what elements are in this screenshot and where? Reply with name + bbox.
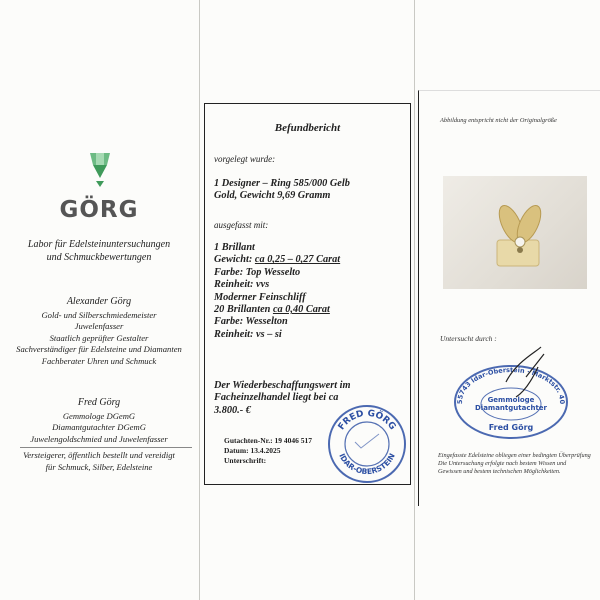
item-description: 1 Designer – Ring 585/000 Gelb Gold, Gewicht 9,69 Gramm (214, 178, 350, 202)
report-meta (224, 436, 312, 466)
ring-photo (443, 176, 587, 289)
person1-name: Alexander Görg (66, 296, 132, 307)
person2-name: Fred Görg (77, 397, 121, 408)
examined-by-label: Untersucht durch : (440, 334, 497, 343)
report-title: Befundbericht (274, 122, 341, 134)
disclaimer: Eingefasste Edelsteine obliegen einer bedingten Überprüfung Die Untersuchung erfolgte nach bestem Wissen und Gewissen und bestem technischen Möglichkeiten. (438, 452, 591, 475)
svg-text:FRED GÖRG: FRED GÖRG (336, 408, 398, 432)
signature-label: Unterschrift: (224, 456, 267, 465)
auctioneer-note: Versteigerer, öffentlich bestellt und vereidigt für Schmuck, Silber, Edelsteine (23, 450, 175, 472)
gem-logo-icon (87, 153, 113, 193)
stone-details: 1 Brillant Gewicht: ca 0,25 – 0,27 Carat Farbe: Top Wesselto Reinheit: vvs Moderner Feinschliff 20 Brillanten ca 0,40 Carat Farbe: Wesselton Reinheit: vs – si (214, 242, 341, 340)
svg-text:IDAR-OBERSTEIN: IDAR-OBERSTEIN (337, 451, 397, 477)
report-date: Datum: 13.4.2025 (224, 446, 281, 455)
person1-block: Alexander Görg Gold- und Silberschmiedemeister Juwelenfasser Staatlich geprüfter Gestalter Sachverständiger für Edelsteine und Diamanten Fachberater Uhren und Schmuck (0, 296, 198, 368)
svg-text:55743 Idar-Oberstein · Marktst: 55743 Idar-Oberstein · Marktstr. 40 (455, 365, 567, 405)
round-stamp (327, 404, 407, 484)
brand-name: GÖRG (59, 197, 139, 223)
left-panel (0, 95, 198, 600)
signature-stamp (446, 342, 576, 442)
presented-label: vorgelegt wurde: (214, 154, 276, 164)
svg-text:Diamantgutachter: Diamantgutachter (474, 404, 548, 412)
ring-icon (443, 176, 587, 289)
report-number: Gutachten-Nr.: 19 4046 517 (224, 436, 313, 445)
set-with-label: ausgefasst mit: (214, 220, 269, 230)
svg-text:Gemmologe: Gemmologe (487, 396, 535, 404)
divider (20, 447, 192, 448)
right-panel (418, 90, 600, 506)
image-caption: Abbildung entspricht nicht der Originalgröße (440, 117, 557, 124)
lab-description: Labor für Edelsteinuntersuchungen und Schmuckbewertungen (27, 239, 171, 263)
replacement-value: Der Wiederbeschaffungswert im Facheinzelhandel liegt bei ca 3.800.- € (214, 380, 351, 416)
person2-block: Fred Görg Gemmologe DGemG Diamantgutachter DGemG Juwelengoldschmied und Juwelenfasser (0, 397, 198, 445)
svg-text:Fred Görg: Fred Görg (488, 423, 534, 432)
